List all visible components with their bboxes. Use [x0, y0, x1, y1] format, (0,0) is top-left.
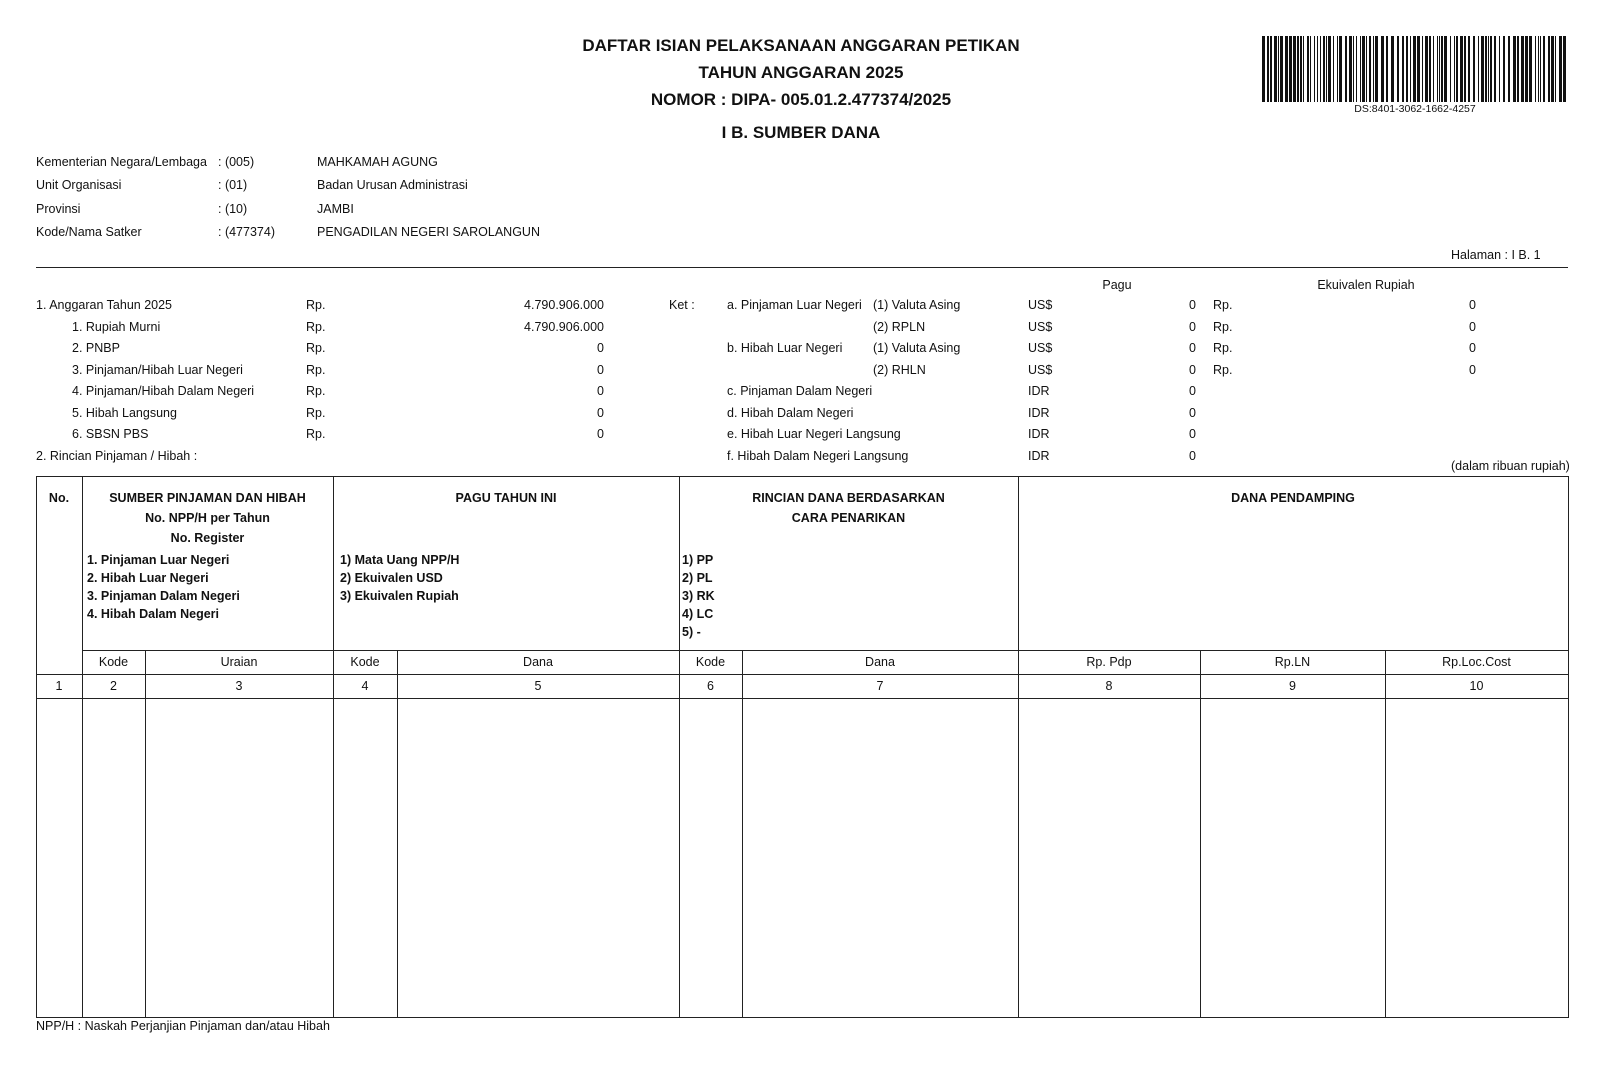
identity-value: MAHKAMAH AGUNG: [317, 155, 438, 169]
group3-list-item: 1) PP: [682, 553, 714, 567]
group3-list: [682, 551, 715, 641]
title-line-3: NOMOR : DIPA- 005.01.2.477374/2025: [650, 90, 952, 109]
budget-label: 1. Anggaran Tahun 2025: [36, 298, 173, 312]
budget-currency: Rp.: [306, 405, 326, 420]
ket-rp: Rp.: [1213, 298, 1233, 312]
subheader-cell: Rp.Loc.Cost: [1442, 655, 1511, 669]
footnote: NPP/H : Naskah Perjanjian Pinjaman dan/atau Hibah: [36, 1019, 330, 1033]
subheader-cell: Dana: [865, 655, 895, 669]
section-title: I B. SUMBER DANA: [721, 123, 881, 142]
ket-label: Ket :: [669, 298, 695, 312]
divider: [36, 267, 1568, 268]
column-number-cell: 5: [534, 679, 542, 693]
ket-ekuivalen: 0: [1469, 341, 1476, 355]
identity-code: : (005): [218, 155, 255, 169]
budget-currency: Rp.: [306, 362, 326, 377]
group3-list-item: 3) RK: [682, 589, 715, 603]
group2-list-item: 1) Mata Uang NPP/H: [340, 553, 460, 567]
identity-value: PENGADILAN NEGERI SAROLANGUN: [317, 224, 540, 239]
ket-subtype: (1) Valuta Asing: [873, 341, 961, 355]
ket-ekuivalen: 0: [1469, 319, 1476, 334]
group3-title-2: CARA PENARIKAN: [791, 511, 906, 525]
ket-category: d. Hibah Dalam Negeri: [727, 405, 854, 420]
ket-currency: US$: [1028, 341, 1053, 355]
ket-currency: US$: [1028, 298, 1053, 312]
barcode-image: [1262, 36, 1568, 102]
ket-category: a. Pinjaman Luar Negeri: [727, 298, 862, 312]
budget-label: 5. Hibah Langsung: [72, 405, 177, 420]
ket-pagu: 0: [1189, 427, 1196, 441]
subheader-cell: Kode: [98, 655, 129, 669]
group3-list-item: 4) LC: [682, 607, 714, 621]
identity-value: JAMBI: [317, 201, 354, 216]
ket-pagu: 0: [1189, 362, 1196, 377]
ket-pagu: 0: [1189, 384, 1196, 398]
budget-value: 4.790.906.000: [524, 319, 604, 334]
column-number-cell: 6: [707, 679, 714, 693]
identity-label: Kode/Nama Satker: [36, 224, 142, 239]
group1-title-2: No. NPP/H per Tahun: [145, 511, 270, 525]
column-number-cell: 10: [1469, 679, 1484, 693]
ket-currency: IDR: [1028, 405, 1050, 420]
identity-code: : (477374): [218, 224, 275, 239]
barcode-text: DS:8401-3062-1662-4257: [1354, 103, 1476, 115]
ket-pagu: 0: [1189, 319, 1196, 334]
ket-pagu: 0: [1189, 298, 1196, 312]
identity-label: Unit Organisasi: [36, 178, 122, 193]
group1-list-item: 1. Pinjaman Luar Negeri: [87, 553, 230, 567]
budget-label: 3. Pinjaman/Hibah Luar Negeri: [72, 362, 243, 377]
ket-pagu: 0: [1189, 405, 1196, 420]
ket-ekuivalen: 0: [1469, 298, 1476, 312]
group1-list-item: 4. Hibah Dalam Negeri: [87, 607, 219, 621]
ket-ekuivalen: 0: [1469, 362, 1476, 377]
ket-pagu: 0: [1189, 448, 1196, 463]
unit-note: (dalam ribuan rupiah): [1451, 459, 1570, 473]
page-number: Halaman : I B. 1: [1451, 248, 1541, 262]
column-number-cell: 3: [235, 679, 243, 693]
ket-rp: Rp.: [1213, 341, 1233, 355]
subheader-cell: Dana: [523, 655, 553, 669]
ket-currency: IDR: [1028, 384, 1050, 398]
column-number-cell: 2: [110, 679, 117, 693]
pagu-heading: Pagu: [1102, 278, 1132, 292]
group1-title-3: No. Register: [170, 531, 245, 545]
ket-subtype: (2) RPLN: [873, 319, 926, 334]
ket-currency: IDR: [1028, 427, 1050, 441]
column-number-cell: 1: [55, 679, 63, 693]
group2-title: PAGU TAHUN INI: [455, 491, 557, 505]
ket-rp: Rp.: [1213, 319, 1233, 334]
group1-list-item: 3. Pinjaman Dalam Negeri: [87, 589, 240, 603]
column-number-cell: 4: [361, 679, 369, 693]
budget-value: 0: [597, 427, 604, 441]
subheader-cell: Uraian: [220, 655, 258, 669]
title-line-2: TAHUN ANGGARAN 2025: [698, 63, 904, 82]
group1-list-item: 2. Hibah Luar Negeri: [87, 571, 209, 585]
ket-subtype: (1) Valuta Asing: [873, 298, 961, 312]
budget-value: 0: [597, 341, 604, 355]
budget-currency: Rp.: [306, 319, 326, 334]
ket-pagu: 0: [1189, 341, 1196, 355]
identity-value: Badan Urusan Administrasi: [317, 178, 468, 193]
ket-category: f. Hibah Dalam Negeri Langsung: [727, 448, 909, 463]
budget-value: 0: [597, 405, 604, 420]
ket-currency: IDR: [1028, 448, 1050, 463]
budget-value: 0: [597, 384, 604, 398]
budget-currency: Rp.: [306, 341, 326, 355]
budget-label: 1. Rupiah Murni: [72, 319, 161, 334]
ket-category: c. Pinjaman Dalam Negeri: [727, 384, 873, 398]
subheader-cell: Rp.LN: [1274, 655, 1311, 669]
group3-list-item: 5) -: [682, 625, 701, 639]
ket-currency: US$: [1028, 362, 1053, 377]
identity-code: : (10): [218, 201, 248, 216]
budget-label: 2. PNBP: [72, 341, 120, 355]
ket-rp: Rp.: [1213, 362, 1233, 377]
rincian-label: 2. Rincian Pinjaman / Hibah :: [36, 449, 198, 463]
group1-list: [87, 551, 240, 623]
budget-value: 0: [597, 362, 604, 377]
identity-label: Provinsi: [36, 201, 81, 216]
column-number-cell: 7: [876, 679, 884, 693]
ket-currency: US$: [1028, 319, 1053, 334]
budget-label: 4. Pinjaman/Hibah Dalam Negeri: [72, 384, 255, 398]
column-number-cell: 8: [1105, 679, 1113, 693]
group1-title-1: SUMBER PINJAMAN DAN HIBAH: [109, 491, 306, 505]
ket-category: e. Hibah Luar Negeri Langsung: [727, 427, 901, 441]
identity-code: : (01): [218, 178, 248, 193]
group4-title: DANA PENDAMPING: [1231, 491, 1355, 505]
group3-title-1: RINCIAN DANA BERDASARKAN: [752, 491, 945, 505]
ekuivalen-heading: Ekuivalen Rupiah: [1317, 278, 1415, 292]
ket-subtype: (2) RHLN: [873, 362, 926, 377]
budget-currency: Rp.: [306, 298, 326, 312]
budget-label: 6. SBSN PBS: [72, 427, 149, 441]
col-no-header: No.: [48, 491, 70, 505]
budget-currency: Rp.: [306, 384, 326, 398]
column-number-cell: 9: [1289, 679, 1296, 693]
subheader-cell: Rp. Pdp: [1086, 655, 1132, 669]
group2-list: [340, 551, 459, 605]
subheader-cell: Kode: [350, 655, 380, 669]
group2-list-item: 3) Ekuivalen Rupiah: [340, 589, 459, 603]
budget-value: 4.790.906.000: [524, 298, 604, 312]
title-line-1: DAFTAR ISIAN PELAKSANAAN ANGGARAN PETIKAN: [582, 36, 1020, 55]
budget-currency: Rp.: [306, 427, 326, 441]
group2-list-item: 2) Ekuivalen USD: [340, 571, 443, 585]
ket-category: b. Hibah Luar Negeri: [727, 341, 843, 355]
subheader-cell: Kode: [695, 655, 726, 669]
identity-label: Kementerian Negara/Lembaga: [36, 155, 207, 169]
group3-list-item: 2) PL: [682, 571, 713, 585]
